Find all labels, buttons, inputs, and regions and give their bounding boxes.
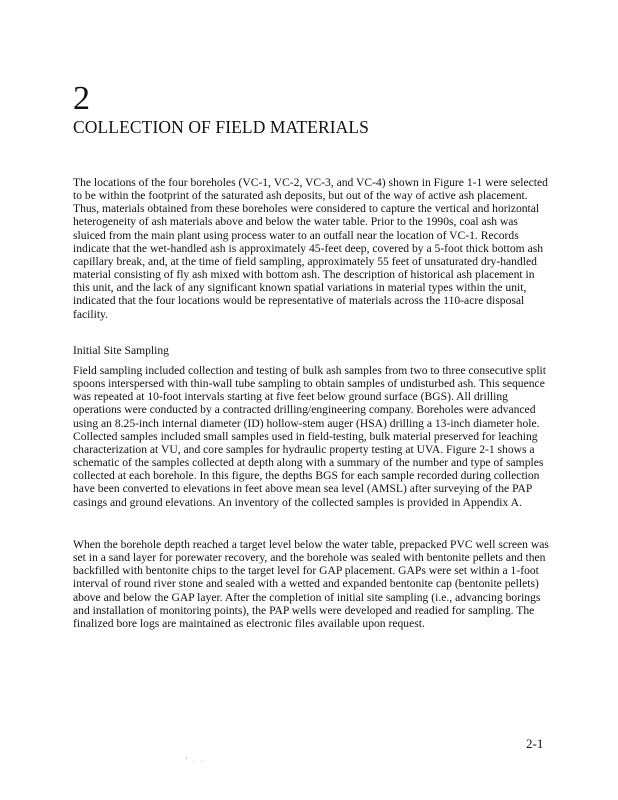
intro-paragraph: The locations of the four boreholes (VC-1, VC-2, VC-3, and VC-4) shown in Figure 1-1 were selected to be within the footprint of the saturated ash deposits, but out of the way of active ash placement. Thus, materials obtained from these boreholes were considered to capture the vertical and horizontal heterogeneity of ash materials above and below the water table. Prior to the 1990s, coal ash was sluiced from the main plant using process water to an outfall near the location of VC-1. Records indicate that the wet-handled ash is approximately 45-feet deep, covered by a 5-foot thick bottom ash capillary break, and, at the time of field sampling, approximately 55 feet of unsaturated dry-handled material consisting of fly ash mixed with bottom ash. The description of historical ash placement in this unit, and the lack of any significant known spatial variations in material types within the unit, indicated that the four locations would be representative of materials across the 110-acre disposal facility. bbox=[73, 176, 548, 321]
page-number: 2-1 bbox=[526, 736, 544, 751]
chapter-number: 2 bbox=[73, 80, 90, 117]
sampling-paragraph: Field sampling included collection and testing of bulk ash samples from two to three consecutive split spoons interspersed with thin-wall tube sampling to obtain samples of undisturbed ash. This sequence was repeated at 10-foot intervals starting at five feet below ground surface (BGS). All drilling operations were conducted by a contracted drilling/engineering company. Boreholes were advanced using an 8.25-inch internal diameter (ID) hollow-stem auger (HSA) drilling a 13-inch diameter hole. Collected samples included small samples used in field-testing, bulk material preserved for leaching characterization at VU, and core samples for hydraulic property testing at UVA. Figure 2-1 shows a schematic of the samples collected at depth along with a summary of the number and type of samples collected at each borehole. In this figure, the depths BGS for each sample recorded during collection have been converted to elevations in feet above mean sea level (AMSL) after surveying of the PAP casings and ground elevations. An inventory of the collected samples is provided in Appendix A. bbox=[73, 364, 546, 509]
section-subheading: Initial Site Sampling bbox=[73, 344, 169, 357]
chapter-title: COLLECTION OF FIELD MATERIALS bbox=[73, 117, 370, 137]
scan-artifact: ' . . bbox=[186, 756, 205, 764]
borehole-paragraph: When the borehole depth reached a target level below the water table, prepacked PVC well screen was set in a sand layer for porewater recovery, and the borehole was sealed with bentonite pellets and then backfilled with bentonite chips to the target level for GAP placement. GAPs were set within a 1-foot interval of round river stone and sealed with a wetted and expanded bentonite cap (bentonite pellets) above and below the GAP layer. After the completion of initial site sampling (i.e., advancing borings and installation of monitoring points), the PAP wells were developed and readied for sampling. The finalized bore logs are maintained as electronic files available upon request. bbox=[73, 538, 549, 630]
